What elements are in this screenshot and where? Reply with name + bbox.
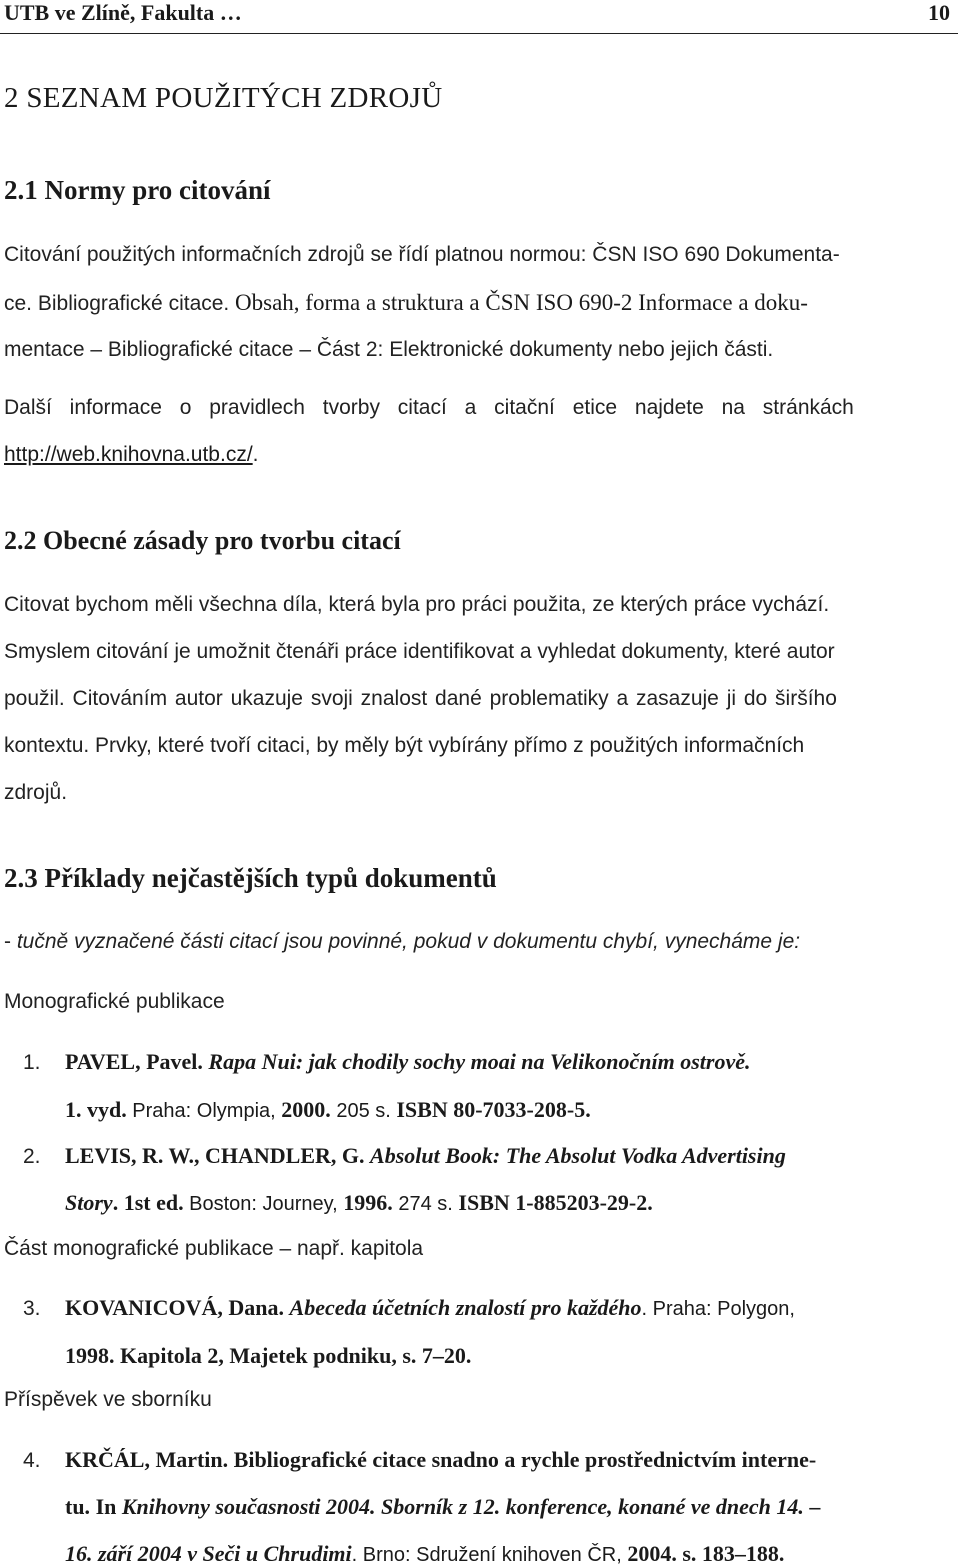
chapter-heading: 2 SEZNAM POUŽITÝCH ZDROJŮ (4, 82, 443, 114)
paragraph-line: zdrojů. (4, 781, 68, 804)
note-line (4, 930, 800, 954)
text-fragment: ce. Bibliografické citace. (4, 292, 230, 315)
paragraph-line: Citovat bychom měli všechna díla, která byla pro práci použita, ze kterých práce vychází. (4, 593, 830, 616)
text-fragment: . (112, 1190, 119, 1215)
header-title: UTB ve Zlíně, Fakulta … (4, 0, 242, 25)
reference-line (65, 1190, 653, 1216)
paragraph-line (4, 290, 808, 316)
ref-source: Knihovny současnosti 2004. Sborník z 12. konference, konané ve dnech 14. (121, 1494, 804, 1519)
library-link[interactable]: http://web.knihovna.utb.cz/ (4, 443, 253, 466)
list-number: 2. (23, 1145, 41, 1168)
paragraph-line: mentace – Bibliografické citace – Část 2: Elektronické dokumenty nebo jejich části. (4, 338, 774, 361)
ref-pages: 205 s. (330, 1100, 397, 1122)
text-fragment: In (90, 1494, 122, 1519)
ref-edition: 1st ed. (123, 1190, 184, 1215)
reference-line (65, 1343, 471, 1369)
ref-publisher: Boston: Journey, (183, 1193, 344, 1215)
ref-year-pages: 2004. s. 183–188. (627, 1541, 785, 1566)
reference-line (65, 1447, 816, 1473)
ref-publisher: . Brno: Sdružení knihoven ČR, (351, 1544, 628, 1566)
ref-title: Rapa Nui: jak chodily sochy moai na Velikonočním ostrově. (208, 1049, 751, 1074)
list-number: 3. (23, 1297, 41, 1320)
ref-author: KOVANICOVÁ, Dana. (65, 1295, 285, 1320)
ref-publisher: Praha: Olympia, (126, 1100, 282, 1122)
ref-author: LEVIS, R. W., CHANDLER, G. (65, 1143, 365, 1168)
section-heading-2-3: 2.3 Příklady nejčastějších typů dokumentů (4, 863, 497, 893)
ref-pages: 274 s. (392, 1193, 459, 1215)
ref-title: Abeceda účetních znalostí pro každého (289, 1295, 642, 1320)
reference-line (65, 1494, 820, 1520)
ref-title: Bibliografické citace snadno a rychle prostřednictvím interne- (233, 1447, 817, 1472)
paragraph-line: Citování použitých informačních zdrojů se řídí platnou normou: ČSN ISO 690 Dokumenta- (4, 243, 840, 266)
ref-year: 1996. (343, 1190, 393, 1215)
section-heading-2-1: 2.1 Normy pro citování (4, 175, 271, 205)
list-number: 4. (23, 1449, 41, 1472)
ref-source: 16. září 2004 v Seči u Chrudimi (65, 1541, 352, 1566)
paragraph-line: kontextu. Prvky, které tvoří citaci, by měly být vybírány přímo z použitých informačních (4, 734, 805, 757)
running-header (0, 0, 958, 34)
ref-title: Absolut Book: The Absolut Vodka Advertising (370, 1143, 786, 1168)
text-fragment: – (803, 1494, 821, 1519)
ref-isbn: ISBN 80-7033-208-5. (396, 1097, 591, 1122)
page-number: 10 (928, 0, 950, 25)
paragraph-line (4, 443, 259, 467)
category-label: Monografické publikace (4, 990, 225, 1013)
reference-line (65, 1295, 795, 1321)
text-fragment: - (4, 930, 17, 953)
list-number: 1. (23, 1051, 41, 1074)
text-fragment: . (252, 443, 259, 466)
ref-year: 2000. (281, 1097, 331, 1122)
category-label: Část monografické publikace – např. kapitola (4, 1237, 424, 1260)
ref-isbn: ISBN 1-885203-29-2. (458, 1190, 653, 1215)
ref-title: Story (65, 1190, 113, 1215)
ref-title: tu. (65, 1494, 91, 1519)
text-fragment: tučně (16, 930, 69, 953)
ref-edition: 1. vyd. (65, 1097, 127, 1122)
reference-line (65, 1541, 784, 1567)
reference-line (65, 1049, 751, 1075)
paragraph-line (4, 396, 954, 420)
text-fragment: vyznačené části citací jsou povinné, pokud v dokumentu chybí, vynecháme je: (68, 930, 801, 953)
ref-chapter: 1998. Kapitola 2, Majetek podniku, s. 7–20. (65, 1343, 472, 1368)
section-heading-2-2: 2.2 Obecné zásady pro tvorbu citací (4, 526, 401, 555)
text-fragment: Další informace o pravidlech tvorby citací a citační etice najdete na stránkách (4, 396, 854, 419)
text-fragment: Obsah, forma a struktura a ČSN ISO 690-2 Informace a doku- (229, 290, 808, 315)
reference-line (65, 1097, 591, 1123)
paragraph-line: použil. Citováním autor ukazuje svoji znalost dané problematiky a zasazuje ji do širšího (4, 687, 837, 710)
ref-author: PAVEL, Pavel. (65, 1049, 203, 1074)
ref-publisher: . Praha: Polygon, (641, 1298, 795, 1320)
ref-author: KRČÁL, Martin. (65, 1447, 229, 1472)
paragraph-line: Smyslem citování je umožnit čtenáři práce identifikovat a vyhledat dokumenty, které autor (4, 640, 835, 663)
reference-line (65, 1143, 786, 1169)
category-label: Příspěvek ve sborníku (4, 1388, 212, 1411)
